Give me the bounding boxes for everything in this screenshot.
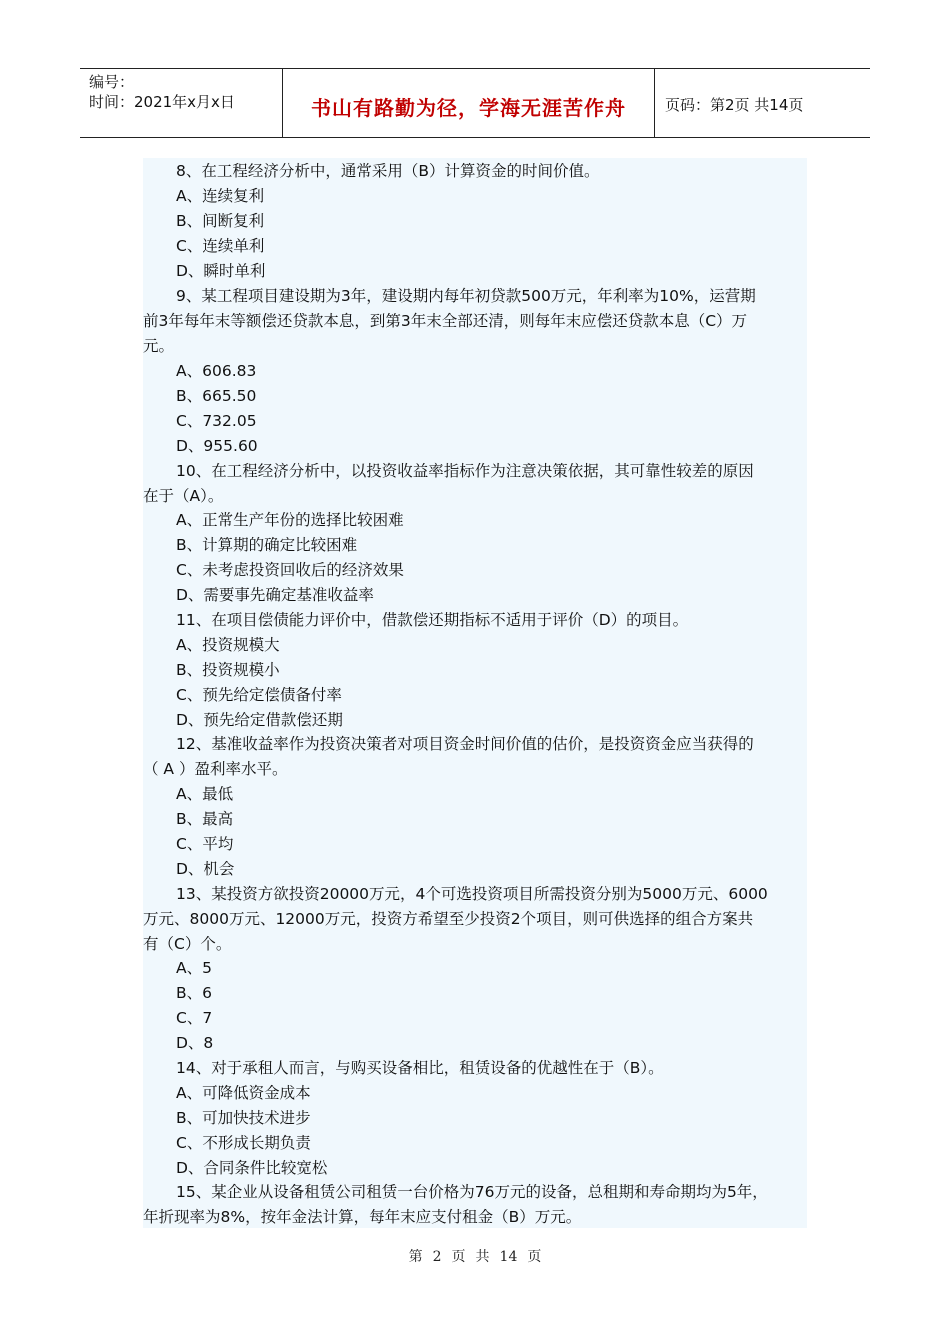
option-line: D、需要事先确定基准收益率 [176,586,374,604]
question-line: 15、某企业从设备租赁公司租赁一台价格为76万元的设备，总租期和寿命期均为5年， [176,1183,768,1201]
option-line: D、955.60 [176,437,258,455]
footer-total-prefix: 共 [475,1249,490,1265]
option-line: A、连续复利 [176,187,265,205]
option-line: A、5 [176,959,212,977]
option-line: C、732.05 [176,412,257,430]
footer-page-mid: 页 [451,1249,466,1265]
option-line: A、可降低资金成本 [176,1084,311,1102]
option-line: B、间断复利 [176,212,265,230]
option-line: C、7 [176,1009,213,1027]
option-line: B、可加快技术进步 [176,1109,311,1127]
option-line: C、预先给定偿债备付率 [176,686,342,704]
option-line: D、预先给定借款偿还期 [176,711,343,729]
footer-total-num: 14 [499,1249,518,1265]
option-line: A、最低 [176,785,234,803]
question-line: 10、在工程经济分析中，以投资收益率指标作为注意决策依据，其可靠性较差的原因 [176,462,754,480]
doc-time-label: 时间：2021年x月x日 [89,93,235,111]
question-line: 元。 [143,337,175,355]
page-header [80,68,870,138]
footer-total-suffix: 页 [527,1249,542,1265]
question-line: 8、在工程经济分析中，通常采用（B）计算资金的时间价值。 [176,162,600,180]
option-line: C、连续单利 [176,237,265,255]
footer-page-num: 2 [432,1249,442,1265]
question-line: 年折现率为8%，按年金法计算，每年末应支付租金（B）万元。 [143,1208,582,1226]
option-line: C、未考虑投资回收后的经济效果 [176,561,404,579]
option-line: A、投资规模大 [176,636,280,654]
option-line: C、不形成长期负责 [176,1134,311,1152]
option-line: B、最高 [176,810,234,828]
header-motto-cell [283,69,655,137]
option-line: D、机会 [176,860,235,878]
question-line: 12、基准收益率作为投资决策者对项目资金时间价值的估价，是投资资金应当获得的 [176,735,754,753]
motto-text: 书山有路勤为径，学海无涯苦作舟 [311,96,626,120]
option-line: D、合同条件比较宽松 [176,1159,328,1177]
question-line: 9、某工程项目建设期为3年，建设期内每年初贷款500万元，年利率为10%，运营期 [176,287,756,305]
option-line: B、投资规模小 [176,661,280,679]
document-body [143,158,807,1228]
question-line: 13、某投资方欲投资20000万元，4个可选投资项目所需投资分别为5000万元、6000 [176,885,768,903]
question-line: 前3年每年末等额偿还贷款本息，到第3年末全部还清，则每年末应偿还贷款本息（C）万 [143,312,748,330]
question-line: 11、在项目偿债能力评价中，借款偿还期指标不适用于评价（D）的项目。 [176,611,689,629]
header-page-cell [655,69,870,137]
question-line: 在于（A）。 [143,487,224,505]
page-footer [0,1246,950,1266]
header-meta-cell [80,69,283,137]
option-line: D、瞬时单利 [176,262,266,280]
option-line: C、平均 [176,835,234,853]
question-line: 万元、8000万元、12000万元，投资方希望至少投资2个项目，则可供选择的组合方案共 [143,910,754,928]
option-line: A、606.83 [176,362,257,380]
question-line: 有（C）个。 [143,935,232,953]
option-line: B、665.50 [176,387,257,405]
option-line: A、正常生产年份的选择比较困难 [176,511,404,529]
option-line: D、8 [176,1034,214,1052]
option-line: B、6 [176,984,212,1002]
footer-page-prefix: 第 [408,1249,423,1265]
doc-number-label: 编号： [89,73,135,91]
page-info: 页码：第2页 共14页 [665,96,804,114]
question-line: 14、对于承租人而言，与购买设备相比，租赁设备的优越性在于（B）。 [176,1059,664,1077]
option-line: B、计算期的确定比较困难 [176,536,358,554]
question-line: （ A ）盈利率水平。 [143,760,288,778]
